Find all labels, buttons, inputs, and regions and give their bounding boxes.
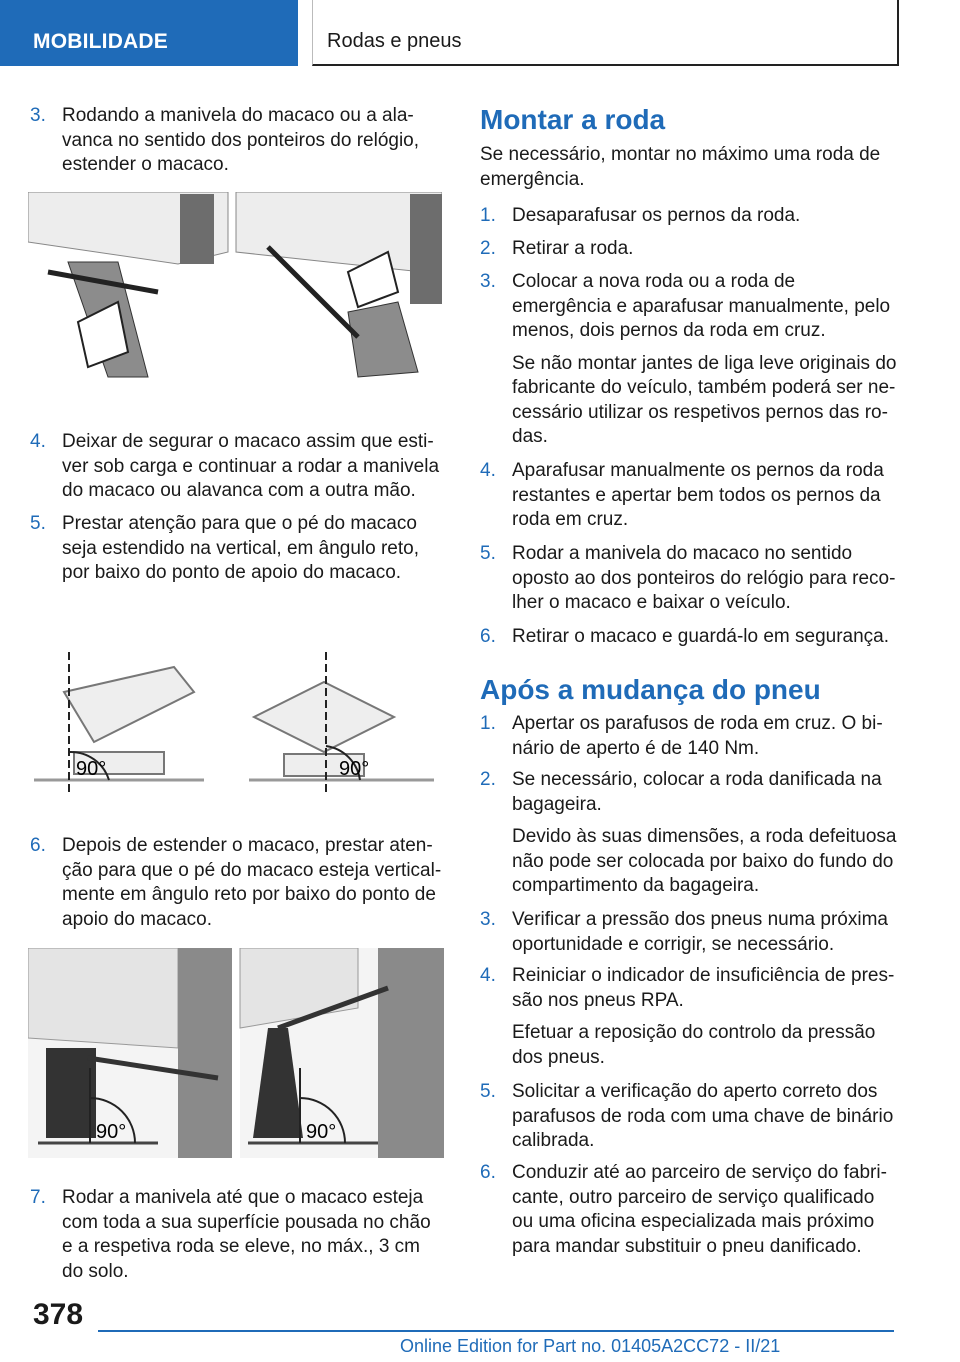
section-title: MOBILIDADE [33, 30, 168, 53]
step-number: 4. [480, 965, 496, 986]
step-6-check-angle [30, 834, 444, 932]
mount-step [480, 625, 898, 650]
step-note: Efetuar a reposição do controlo da pressão dos pneus. [512, 1022, 876, 1068]
jack-placement-photo [28, 948, 444, 1158]
step-note: Devido às suas dimensões, a roda defeituosa não pode ser colocada por baixo do fundo do compartimento da bagageira. [512, 826, 897, 896]
mount-intro: Se necessário, montar no máximo uma roda de emergência. [480, 144, 881, 190]
mount-step [480, 270, 898, 450]
step-number: 3. [480, 271, 496, 292]
step-text: Conduzir até ao parceiro de serviço do fabri-cante, outro parceiro de serviço qualificado ou uma oficina especializada mais próximo para mandar substituir o pneu danificado. [512, 1162, 887, 1257]
chapter-title: Rodas e pneus [327, 30, 462, 52]
step-text: Rodar a manivela do macaco no sentido oposto ao dos ponteiros do relógio para reco-lher o macaco e baixar o veículo. [512, 543, 896, 613]
step-number: 1. [480, 713, 496, 734]
step-number: 3. [30, 105, 46, 126]
step-7-raise-wheel [30, 1186, 444, 1284]
step-number: 7. [30, 1187, 46, 1208]
mount-wheel-heading: Montar a roda [480, 104, 666, 135]
after-step [480, 1161, 898, 1259]
step-text: Verificar a pressão dos pneus numa próxima oportunidade e corrigir, se necessário. [512, 909, 888, 955]
step-number: 4. [30, 431, 46, 452]
step-text: Reiniciar o indicador de insuficiência de pres-são nos pneus RPA. [512, 965, 895, 1011]
edition-footer: Online Edition for Part no. 01405A2CC72 - II/21 [400, 1336, 781, 1356]
step-number: 5. [480, 543, 496, 564]
page-number: 378 [33, 1298, 84, 1331]
step-text: Retirar o macaco e guardá-lo em segurança. [512, 626, 890, 647]
step-note: Se não montar jantes de liga leve originais do fabricante do veículo, também poderá ser ne-cessário utilizar os respetivos pernos das ro-das. [512, 352, 897, 447]
mount-step [480, 459, 898, 533]
jack-crank-illustration [28, 192, 442, 388]
step-number: 1. [480, 205, 496, 226]
chapter-header [312, 0, 899, 66]
angle-label-photo-right: 90° [306, 1121, 337, 1143]
step-number: 2. [480, 238, 496, 259]
jack-angle-diagram [34, 642, 444, 792]
step-4-hold-jack [30, 430, 444, 504]
step-number: 5. [30, 513, 46, 534]
step-text: Apertar os parafusos de roda em cruz. O bi-nário de aperto é de 140 Nm. [512, 713, 883, 759]
step-number: 3. [480, 909, 496, 930]
step-number: 6. [480, 626, 496, 647]
step-number: 6. [30, 835, 46, 856]
step-text: Deixar de segurar o macaco assim que esti-ver sob carga e continuar a rodar a manivela do macaco ou alavanca com a outra mão. [62, 431, 440, 501]
after-step [480, 964, 898, 1070]
mount-step [480, 237, 898, 262]
after-tire-change-heading: Após a mudança do pneu [480, 674, 821, 705]
step-text: Solicitar a verificação do aperto correto dos parafusos de roda com uma chave de binário calibrada. [512, 1081, 894, 1151]
step-text: Depois de estender o macaco, prestar aten-ção para que o pé do macaco esteja vertical-mente em ângulo reto por baixo do ponto de apoio do macaco. [62, 835, 442, 930]
after-step [480, 1080, 898, 1154]
step-3-extend-jack [30, 104, 444, 178]
section-tab [0, 0, 298, 66]
after-step [480, 908, 898, 957]
mount-step [480, 204, 898, 229]
angle-label-right: 90° [339, 758, 370, 780]
step-text: Colocar a nova roda ou a roda de emergência e aparafusar manualmente, pelo menos, dois pernos da roda em cruz. [512, 271, 891, 341]
angle-label-left: 90° [76, 758, 107, 780]
step-number: 4. [480, 460, 496, 481]
step-text: Retirar a roda. [512, 238, 634, 259]
step-text: Aparafusar manualmente os pernos da roda restantes e apertar bem todos os pernos da roda em cruz. [512, 460, 884, 530]
after-step [480, 768, 898, 899]
footer-divider [98, 1330, 894, 1332]
angle-label-photo-left: 90° [96, 1121, 127, 1143]
step-number: 2. [480, 769, 496, 790]
step-5-vertical-foot [30, 512, 444, 586]
step-text: Rodando a manivela do macaco ou a ala-vanca no sentido dos ponteiros do relógio, estender o macaco. [62, 105, 420, 175]
after-step [480, 712, 898, 761]
step-text: Desaparafusar os pernos da roda. [512, 205, 801, 226]
step-text: Rodar a manivela até que o macaco esteja com toda a sua superfície pousada no chão e a respetiva roda se eleve, no máx., 3 cm do solo. [62, 1187, 431, 1282]
mount-step [480, 542, 898, 616]
step-number: 5. [480, 1081, 496, 1102]
step-number: 6. [480, 1162, 496, 1183]
step-text: Prestar atenção para que o pé do macaco seja estendido na vertical, em ângulo reto, por baixo do ponto de apoio do macaco. [62, 513, 419, 583]
step-text: Se necessário, colocar a roda danificada na bagageira. [512, 769, 882, 815]
